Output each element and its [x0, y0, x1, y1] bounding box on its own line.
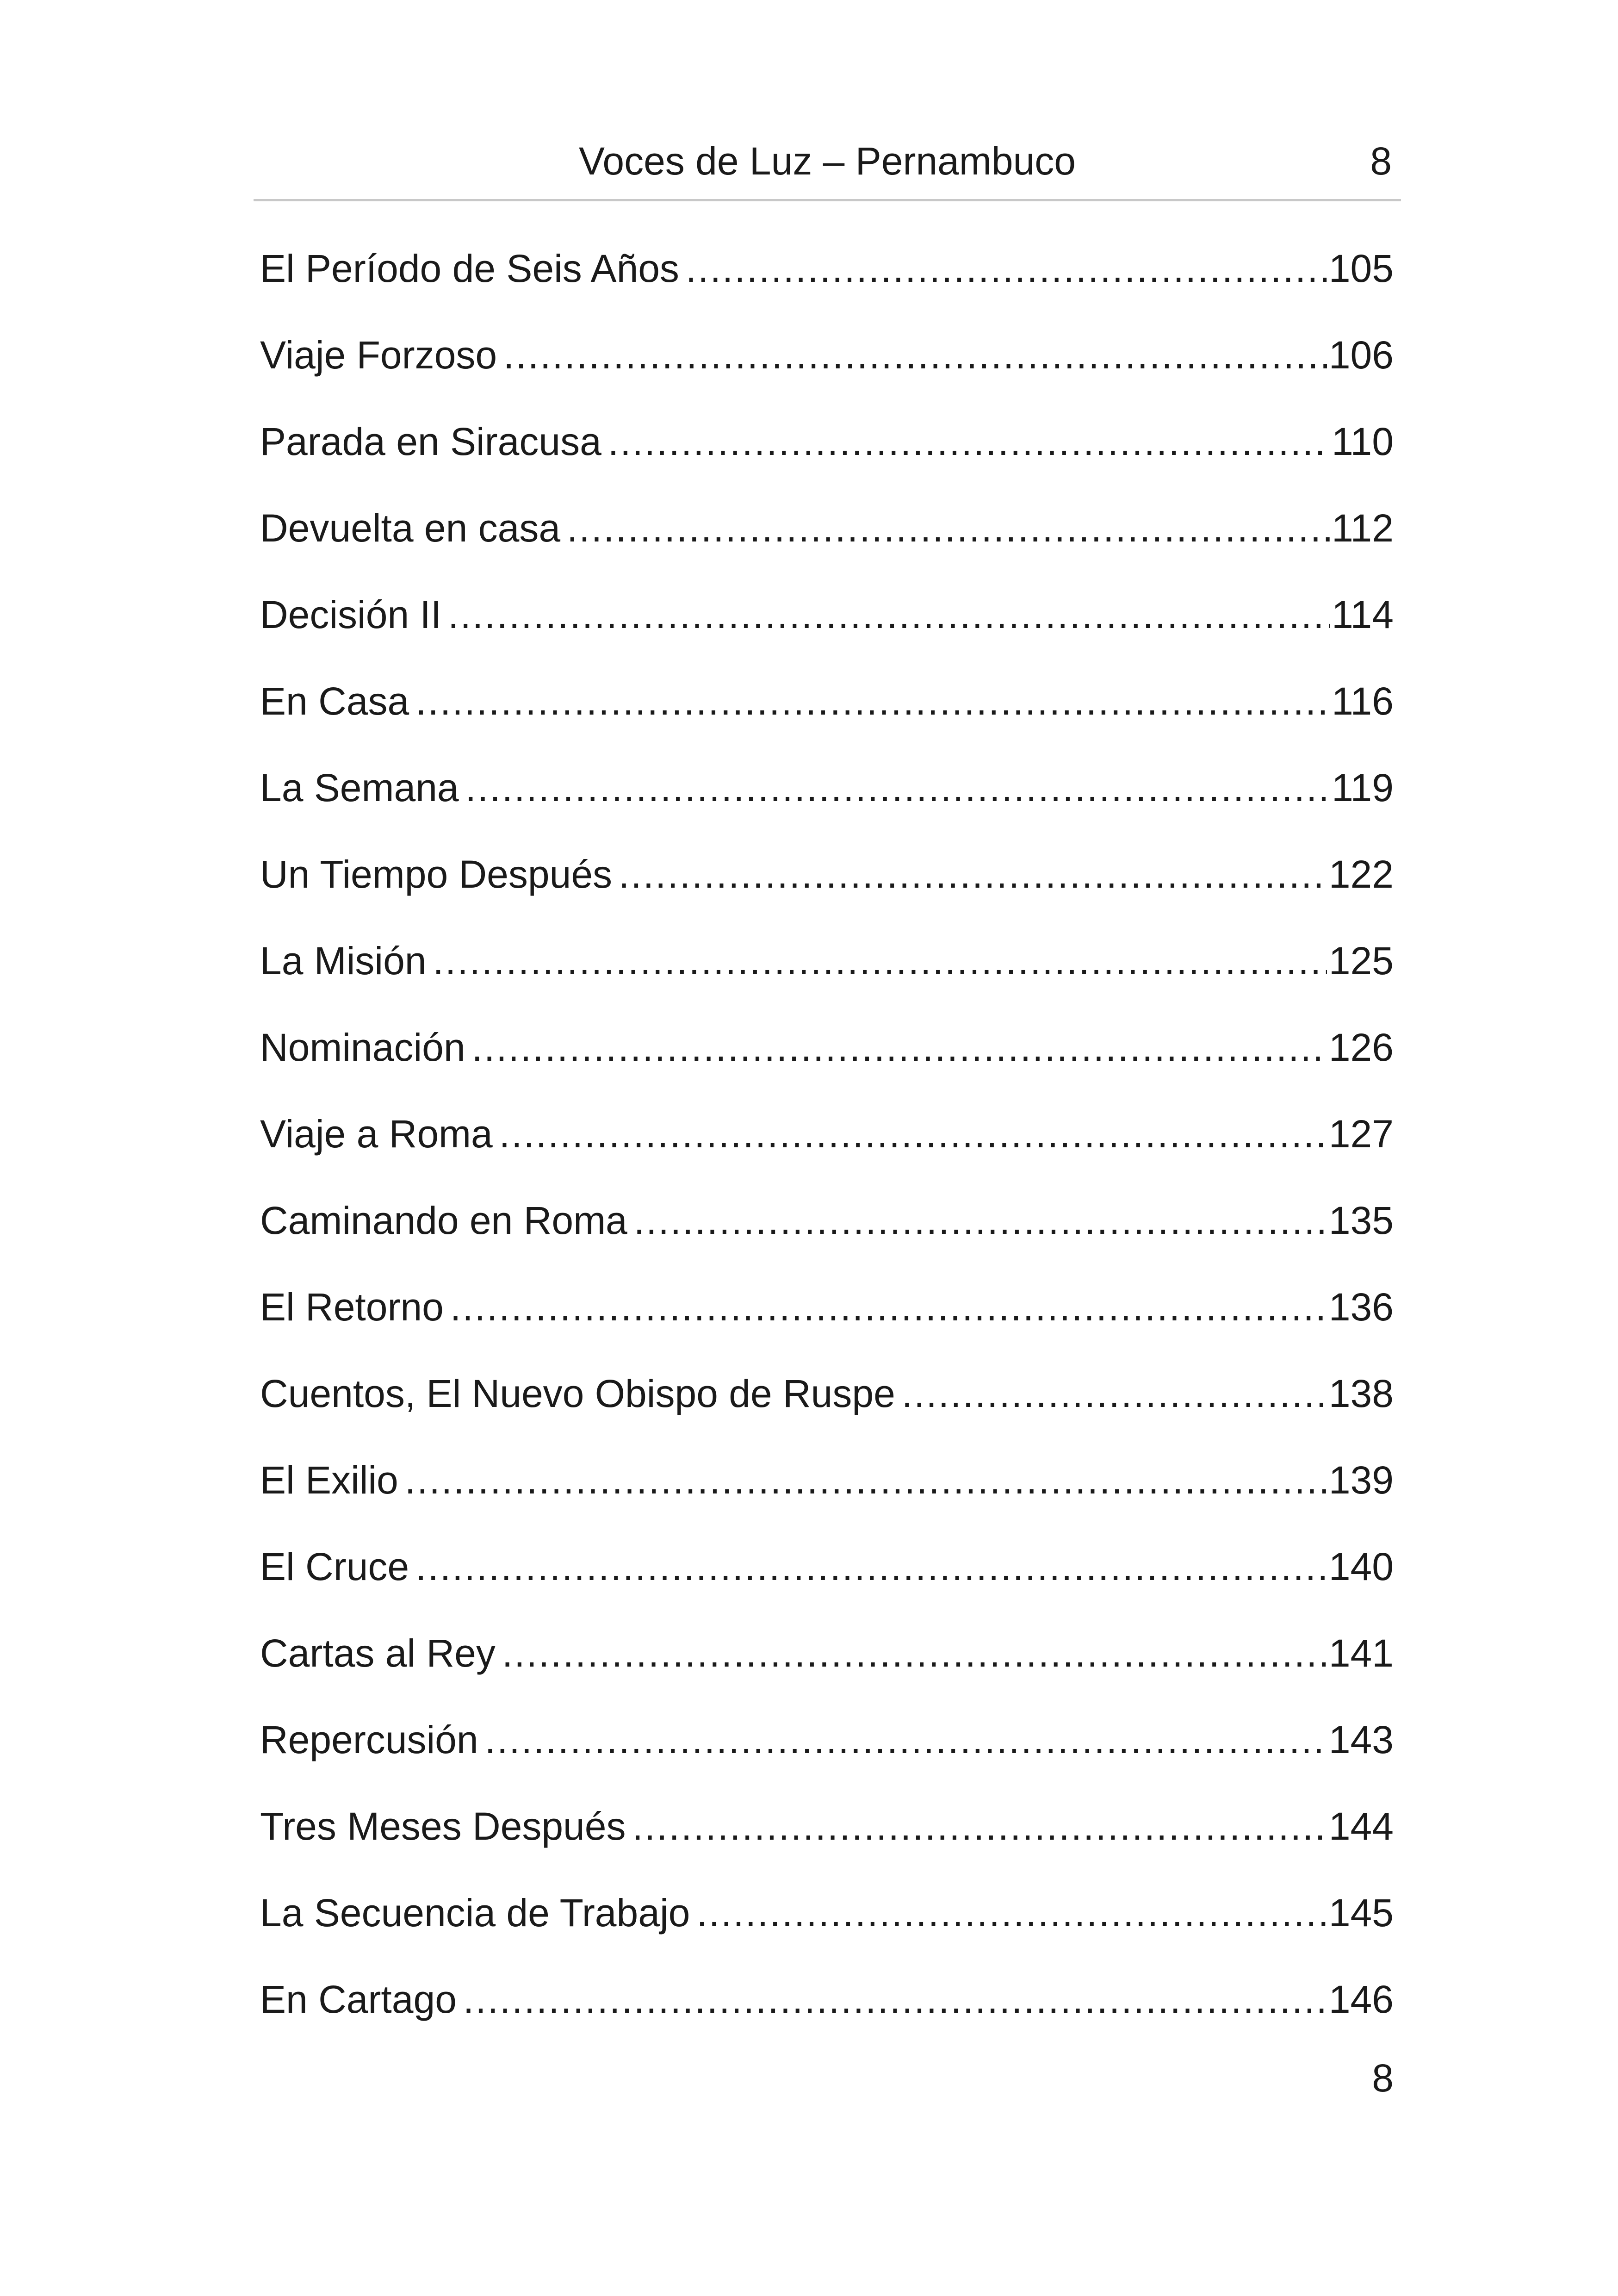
- dot-leader: [499, 1111, 1327, 1157]
- toc-entry[interactable]: [260, 938, 1394, 1024]
- toc-entry[interactable]: [260, 1284, 1394, 1370]
- dot-leader: [485, 1717, 1327, 1763]
- toc-entry[interactable]: [260, 1803, 1394, 1890]
- footer-page-number: 8: [1372, 2056, 1394, 2100]
- toc-entry-page: 119: [1332, 766, 1394, 809]
- toc-entry[interactable]: [260, 245, 1394, 332]
- toc-entry[interactable]: [260, 765, 1394, 851]
- toc-entry-title: Repercusión: [260, 1718, 478, 1761]
- dot-leader: [450, 1284, 1327, 1330]
- toc-entry[interactable]: [260, 591, 1394, 678]
- toc-entry-title: Un Tiempo Después: [260, 852, 613, 896]
- toc-entry-title: En Cartago: [260, 1978, 457, 2021]
- toc-entry-page: 139: [1328, 1458, 1394, 1502]
- toc-entry-page: 105: [1328, 247, 1394, 290]
- toc-entry-title: El Retorno: [260, 1285, 444, 1329]
- toc-entry-page: 146: [1328, 1978, 1394, 2021]
- toc-entry-page: 140: [1328, 1545, 1394, 1588]
- toc-entry[interactable]: [260, 1197, 1394, 1284]
- toc-entry-page: 145: [1328, 1891, 1394, 1935]
- toc-entry[interactable]: [260, 1890, 1394, 1976]
- toc-entry[interactable]: [260, 851, 1394, 938]
- dot-leader: [567, 505, 1330, 551]
- toc-entry-title: Cartas al Rey: [260, 1631, 496, 1675]
- dot-leader: [503, 332, 1327, 378]
- toc-entry-page: 112: [1332, 506, 1394, 550]
- toc-entry-title: Tres Meses Después: [260, 1804, 626, 1848]
- toc-entry-title: Cuentos, El Nuevo Obispo de Ruspe: [260, 1372, 895, 1415]
- dot-leader: [632, 1803, 1327, 1849]
- toc-entry-page: 138: [1328, 1372, 1394, 1415]
- toc-entry-title: La Secuencia de Trabajo: [260, 1891, 690, 1935]
- toc-entry-page: 110: [1332, 420, 1394, 463]
- toc-entry-title: Caminando en Roma: [260, 1199, 627, 1242]
- dot-leader: [902, 1370, 1327, 1417]
- dot-leader: [696, 1890, 1327, 1936]
- toc-entry[interactable]: [260, 1370, 1394, 1457]
- toc-entry-page: 143: [1328, 1718, 1394, 1761]
- toc-entry-page: 127: [1328, 1112, 1394, 1156]
- toc-entry-title: En Casa: [260, 679, 409, 723]
- toc-entry[interactable]: [260, 1630, 1394, 1717]
- toc-entry-title: Devuelta en casa: [260, 506, 561, 550]
- toc-entry[interactable]: [260, 678, 1394, 765]
- toc-entry-title: Parada en Siracusa: [260, 420, 601, 463]
- toc-entry-page: 136: [1328, 1285, 1394, 1329]
- dot-leader: [433, 938, 1327, 984]
- dot-leader: [686, 245, 1327, 292]
- toc-entry[interactable]: [260, 332, 1394, 418]
- toc-entry-page: 141: [1328, 1631, 1394, 1675]
- dot-leader: [463, 1976, 1327, 2022]
- toc-entry[interactable]: [260, 1543, 1394, 1630]
- toc-entry[interactable]: [260, 1717, 1394, 1803]
- dot-leader: [608, 418, 1330, 465]
- toc-entry-title: Decisión II: [260, 593, 442, 636]
- toc-entry[interactable]: [260, 1976, 1394, 2063]
- toc-entry-page: 116: [1332, 679, 1394, 723]
- toc-entry[interactable]: [260, 1024, 1394, 1111]
- toc-entry-page: 106: [1328, 333, 1394, 377]
- dot-leader: [415, 678, 1330, 724]
- toc-entry-page: 114: [1332, 593, 1394, 636]
- toc-entry-page: 122: [1328, 852, 1394, 896]
- toc-entry-title: La Semana: [260, 766, 459, 809]
- dot-leader: [465, 765, 1330, 811]
- toc-entry-title: Nominación: [260, 1026, 465, 1069]
- toc-entry-title: El Cruce: [260, 1545, 409, 1588]
- toc-entry-title: La Misión: [260, 939, 427, 983]
- dot-leader: [619, 851, 1327, 897]
- toc-entry[interactable]: [260, 1111, 1394, 1197]
- toc-entry-page: 135: [1328, 1199, 1394, 1242]
- header-page-number: 8: [1370, 139, 1392, 183]
- toc-entry-title: Viaje a Roma: [260, 1112, 493, 1156]
- table-of-contents: [260, 245, 1394, 2063]
- toc-entry-title: El Período de Seis Años: [260, 247, 679, 290]
- dot-leader: [415, 1543, 1327, 1590]
- dot-leader: [405, 1457, 1327, 1503]
- dot-leader: [472, 1024, 1327, 1070]
- toc-entry[interactable]: [260, 418, 1394, 505]
- dot-leader: [448, 591, 1330, 638]
- toc-entry-title: Viaje Forzoso: [260, 333, 497, 377]
- running-title: Voces de Luz – Pernambuco: [578, 139, 1076, 183]
- dot-leader: [634, 1197, 1327, 1244]
- page-header: [254, 130, 1401, 201]
- toc-entry-page: 125: [1328, 939, 1394, 983]
- toc-entry-title: El Exilio: [260, 1458, 398, 1502]
- toc-entry[interactable]: [260, 1457, 1394, 1543]
- dot-leader: [502, 1630, 1327, 1676]
- toc-entry-page: 126: [1328, 1026, 1394, 1069]
- toc-entry[interactable]: [260, 505, 1394, 591]
- toc-entry-page: 144: [1328, 1804, 1394, 1848]
